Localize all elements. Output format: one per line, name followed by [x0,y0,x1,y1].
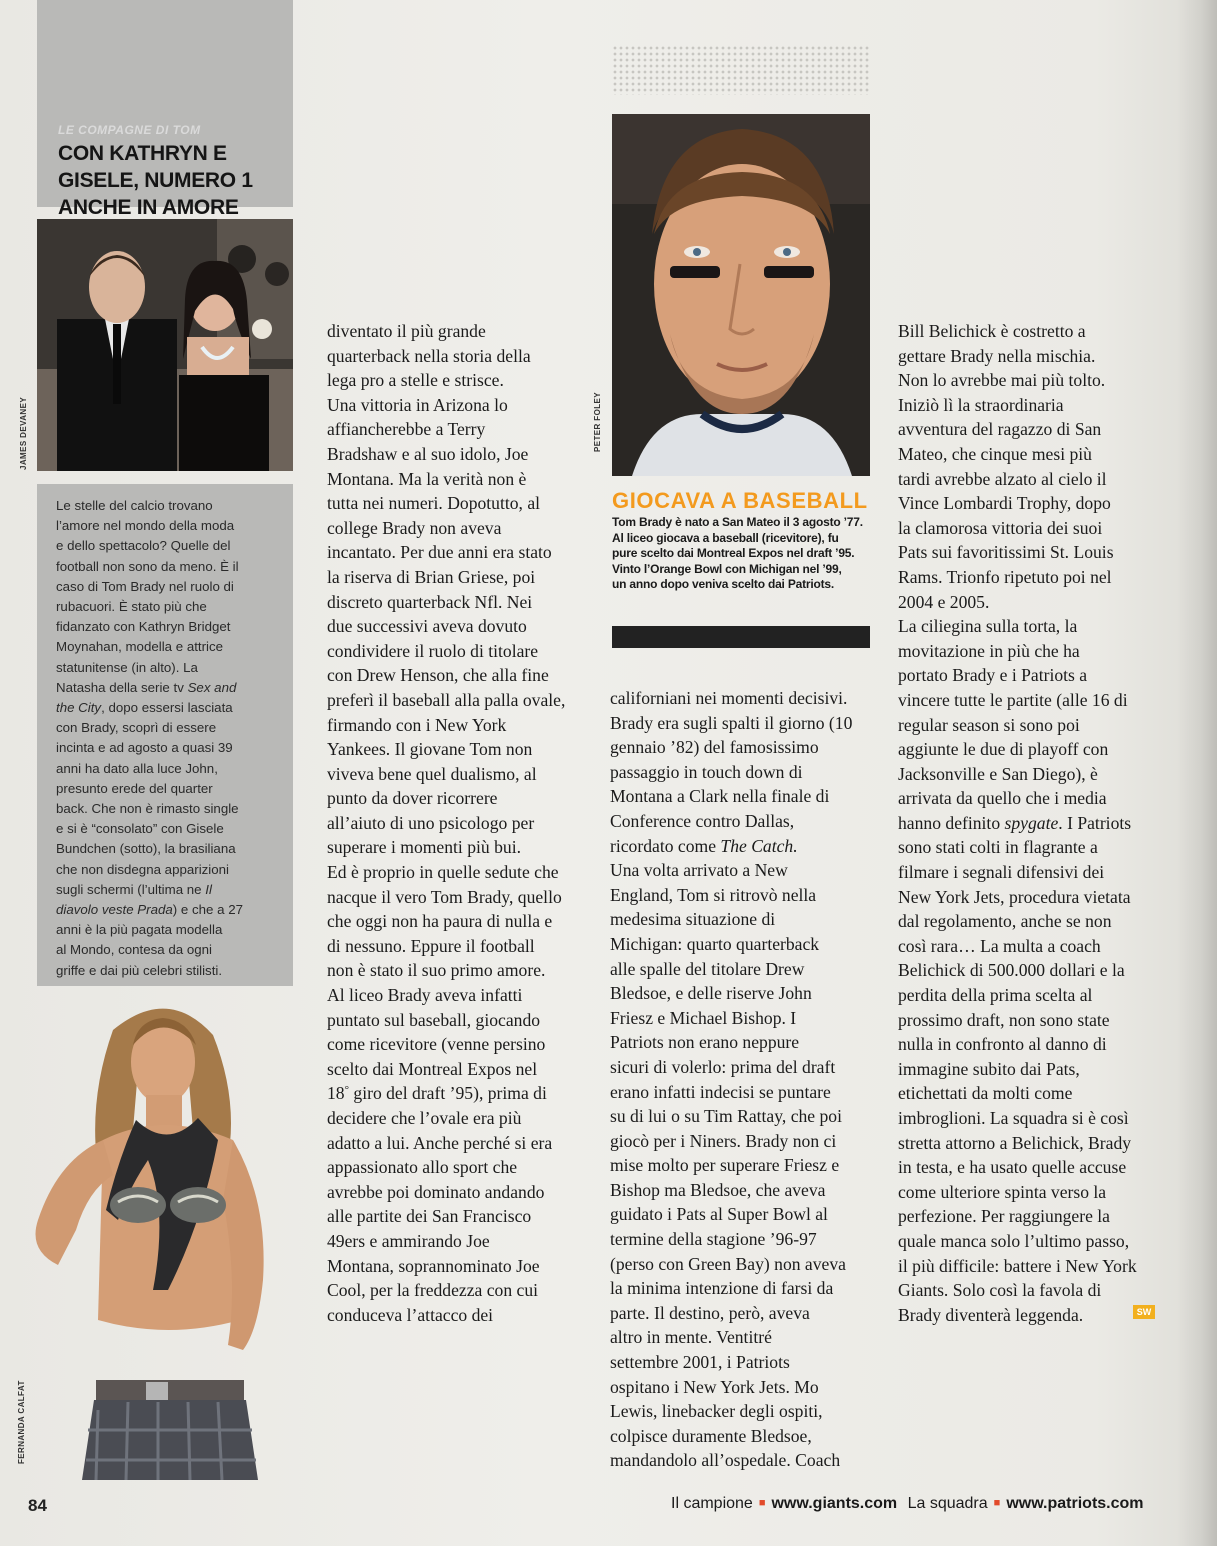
sidebar-line: caso di Tom Brady nel ruolo di [56,578,234,594]
sidebar-kicker: LE COMPAGNE DI TOM [58,123,201,137]
text-line: vincere tutte le partite (alle 16 di [898,689,1128,710]
sidebar-italic-run: diavolo veste Prada [56,902,173,918]
sidebar-text [56,496,278,981]
photo-brady-moynahan [37,219,293,471]
text-line: erano infatti indecisi se puntare [610,1081,831,1102]
text-line: 2004 e 2005. [898,591,990,612]
sidebar-line: football non sono da meno. È il [56,558,239,574]
caption-line: un anno dopo veniva scelto dai Patriots. [612,577,835,591]
text-line: filmare i segnali difensivi dei [898,862,1105,883]
sidebar-line: che non disdegna apparizioni [56,861,229,877]
text-line: termine della stagione ’96-97 [610,1229,817,1250]
text-line: discreto quarterback Nfl. Nei [327,591,533,612]
photo-tom-brady [612,114,870,476]
text-line: Pats sui favoritissimi St. Louis [898,542,1114,563]
text-line: tardi avrebbe alzato al cielo il [898,468,1107,489]
sidebar-text-run: Natasha della serie tv [56,679,188,695]
sidebar-line [56,678,278,698]
sidebar-title-line-1: CON KATHRYN E [58,142,227,165]
text-line: che oggi non ha paura di nulla e [327,911,553,932]
text-line: avrebbe poi dominato andando [327,1181,545,1202]
text-line: Rams. Trionfo ripetuto poi nel [898,566,1112,587]
text-line: Cool, per la freddezza con cui [327,1280,539,1301]
text-line: Conference contro Dallas, [610,810,795,831]
sidebar-line: Bundchen (sotto), la brasiliana [56,841,236,857]
text-line: superare i momenti più bui. [327,837,521,858]
text-line: parte. Il destino, però, aveva [610,1302,810,1323]
text-line: Giants. Solo così la favola di [898,1280,1102,1301]
article-column-2 [610,686,870,1473]
text-line: alle spalle del titolare Drew [610,958,805,979]
text-line: Montana, soprannominato Joe [327,1255,540,1276]
text-line: La ciliegina sulla torta, la [898,616,1078,637]
text-line: sicuri di volerlo: prima del draft [610,1056,836,1077]
text-line: 49ers e ammirando Joe [327,1230,490,1251]
text-line: condividere il ruolo di titolare [327,640,539,661]
text-line: su di lui o su Tim Rattay, che poi [610,1106,842,1127]
text-line: Vince Lombardi Trophy, dopo [898,493,1111,514]
degree-sign: ° [344,1084,349,1097]
text-line: con Drew Henson, che alla fine [327,665,549,686]
photo-box-caption [612,515,874,593]
text-line: England, Tom si ritrovò nella [610,884,817,905]
sidebar-text-run: sugli schermi (l’ultima ne [56,881,206,897]
italic-run: spygate [1004,812,1059,833]
text-run: giro del draft ’95), prima di [349,1083,547,1104]
text-line: quale manca solo l’ultimo passo, [898,1230,1130,1251]
text-line: immagine subito dai Pats, [898,1058,1080,1079]
sidebar-line: incinta e ad agosto a quasi 39 [56,740,233,756]
page-number: 84 [28,1496,47,1515]
caption-line: pure scelto dai Montreal Expos nel draft ’95. [612,546,855,560]
text-line: Ed è proprio in quelle sedute che [327,862,559,883]
text-line: incantato. Per due anni era stato [327,542,552,563]
text-line: colpisce duramente Bledsoe, [610,1425,812,1446]
text-line: Mateo, che cinque mesi più [898,443,1092,464]
dot-pattern-decoration [612,45,870,95]
text-line: medesima situazione di [610,909,776,930]
text-line: regular season si sono poi [898,714,1080,735]
text-line: Montana a Clark nella finale di [610,786,830,807]
text-line: nacque il vero Tom Brady, quello [327,886,562,907]
photo-credit-foley: PETER FOLEY [593,392,602,452]
photo-credit-devaney: JAMES DEVANEY [19,396,28,470]
text-line: preferì il baseball alla palla ovale, [327,689,566,710]
text-line: la clamorosa vittoria dei suoi [898,517,1103,538]
text-line: ospitano i New York Jets. Mo [610,1376,819,1397]
text-run: hanno definito [898,812,1005,833]
text-line: appassionato allo sport che [327,1157,518,1178]
text-line: Jacksonville e San Diego), è [898,763,1098,784]
text-line: quarterback nella storia della [327,345,531,366]
page-fold-shadow [1177,0,1217,1546]
text-line: imbroglioni. La squadra si è così [898,1108,1129,1128]
text-line: diventato il più grande [327,321,486,341]
sidebar-title-line-3: ANCHE IN AMORE [58,196,239,219]
sidebar-line: rubacuori. È stato più che [56,599,207,615]
text-line: sono stati colti in flagrante a [898,837,1098,858]
text-line: Bradshaw e al suo idolo, Joe [327,443,529,464]
text-line: decidere che l’ovale era più [327,1108,522,1128]
text-run: ricordato come [610,835,721,856]
text-line: giocò per i Niners. Brady non ci [610,1130,837,1151]
text-line: affiancherebbe a Terry [327,419,486,440]
page-footer [671,1495,1144,1513]
text-line: Brady era sugli spalti il giorno (10 [610,712,853,733]
text-line: Una volta arrivato a New [610,860,788,881]
photo-box-bar [612,626,870,648]
text-line: firmando con i New York [327,714,507,735]
text-line: scelto dai Montreal Expos nel [327,1058,538,1079]
text-line: gettare Brady nella mischia. [898,345,1096,366]
text-line: di nessuno. Eppure il football [327,935,535,956]
sidebar-line: Le stelle del calcio trovano [56,498,213,513]
text-line: Non lo avrebbe mai più tolto. [898,370,1106,391]
text-line: Belichick di 500.000 dollari e la [898,960,1125,981]
sidebar-line: anni è la più pagata modella [56,922,223,938]
text-line: Iniziò lì la straordinaria [898,394,1064,415]
text-line: dal regolamento, anche se non [898,911,1112,932]
text-line: college Brady non aveva [327,517,502,538]
text-line: guidato i Pats al Super Bowl al [610,1204,828,1225]
footer-label-squadra: La squadra [907,1495,988,1512]
text-line: punto da dover ricorrere [327,788,498,809]
text-line: non è stato il suo primo amore. [327,960,546,981]
text-line: puntato sul baseball, giocando [327,1009,541,1030]
text-line: Una vittoria in Arizona lo [327,394,508,415]
sidebar-line: presunto erede del quarter [56,780,213,796]
text-line: altro in mente. Ventitré [610,1327,772,1348]
sidebar-line: e dello spettacolo? Quelle del [56,538,231,554]
text-line: mise molto per superare Friesz e [610,1155,840,1176]
sidebar-text-run: ) e che a 27 [172,902,244,918]
sidebar-italic-run: Sex and [187,679,237,695]
sidebar-text-run: , dopo essersi lasciata [101,700,233,716]
text-line: (perso con Green Bay) non aveva [610,1253,846,1274]
sidebar-line: l’amore nel mondo della moda [56,518,235,534]
end-of-article-logo: SW [1133,1305,1155,1319]
text-line [610,834,870,859]
text-line: portato Brady e i Patriots a [898,665,1088,686]
text-line: Montana. Ma la verità non è [327,468,527,489]
sidebar-line [56,880,278,900]
text-line: Bishop ma Bledsoe, che aveva [610,1179,826,1200]
text-line: alle partite dei San Francisco [327,1206,532,1227]
text-line: viveva bene quel dualismo, al [327,763,537,784]
caption-line: Tom Brady è nato a San Mateo il 3 agosto ’77. [612,515,863,529]
text-line [898,811,1163,836]
text-line: New York Jets, procedura vietata [898,886,1131,907]
footer-link-giants[interactable]: www.giants.com [771,1495,898,1512]
text-line: conduceva l’attacco dei [327,1304,494,1325]
text-line: la minima intenzione di farsi da [610,1278,834,1299]
text-line: aggiunte le due di playoff con [898,739,1109,760]
sidebar-line [56,698,278,718]
text-line: lega pro a stelle e strisce. [327,370,504,391]
text-line: movitazione in più che ha [898,640,1080,661]
text-line: Al liceo Brady aveva infatti [327,985,523,1006]
text-line: Bill Belichick è costretto a [898,321,1086,341]
caption-line: Al liceo giocava a baseball (ricevitore), fu [612,530,839,545]
italic-run: The Catch. [720,835,798,856]
text-line: Bledsoe, e delle riserve John [610,983,812,1004]
sidebar-line: al Mondo, contesa da ogni [56,942,212,958]
text-line: così rara… La multa a coach [898,935,1101,956]
photo-credit-calfat: FERNANDA CALFAT [17,1380,26,1464]
text-line: la riserva di Brian Griese, poi [327,566,536,587]
text-line: mandandolo all’ospedale. Coach [610,1450,841,1471]
sidebar-title-line-2: GISELE, NUMERO 1 [58,169,253,192]
text-line: etichettati da molti come [898,1083,1073,1104]
text-line: Yankees. Il giovane Tom non [327,739,533,760]
text-line [327,1081,577,1106]
text-run: 18 [327,1083,345,1104]
text-line: all’aiuto di uno psicologo per [327,812,535,833]
sidebar-line: anni ha dato alla luce John, [56,760,218,776]
text-line: passaggio in touch down di [610,761,803,782]
footer-label-campione: Il campione [671,1495,753,1512]
text-line: Michigan: quarto quarterback [610,933,820,954]
text-line: Friesz e Michael Bishop. I [610,1007,797,1028]
sidebar-line: fidanzato con Kathryn Bridget [56,619,231,635]
sidebar-line: statunitense (in alto). La [56,659,198,675]
text-line: Brady diventerà leggenda. [898,1304,1084,1325]
text-line: il più difficile: battere i New York [898,1255,1137,1276]
text-line: in testa, e ha usato quelle accuse [898,1157,1127,1178]
text-line: tutta nei numeri. Dopotutto, al [327,493,541,514]
text-line: Lewis, linebacker degli ospiti, [610,1401,823,1422]
article-column-1 [327,319,577,1327]
article-column-3 [898,319,1163,1327]
text-line: avventura del ragazzo di San [898,419,1102,440]
photo-box-title: GIOCAVA A BASEBALL [612,488,868,513]
text-line: perdita della prima scelta al [898,985,1093,1006]
footer-link-patriots[interactable]: www.patriots.com [1006,1495,1144,1512]
text-line: prossimo draft, non sono state [898,1009,1110,1030]
text-line: adatto a lui. Anche perché si era [327,1132,553,1153]
text-line: Patriots non erano neppure [610,1032,800,1053]
text-run: . I Patriots [1058,812,1132,833]
sidebar-line: Moynahan, modella e attrice [56,639,224,655]
text-line: stretta attorno a Belichick, Brady [898,1132,1132,1153]
text-line: californiani nei momenti decisivi. [610,688,848,708]
text-line: perfezione. Per raggiungere la [898,1206,1110,1227]
text-line: due successivi aveva dovuto [327,616,527,637]
text-line: come ulteriore spinta verso la [898,1181,1107,1202]
photo-gisele-bundchen [18,990,318,1480]
text-line: settembre 2001, i Patriots [610,1352,790,1373]
sidebar-line: e si è “consolato” con Gisele [56,821,224,837]
sidebar-italic-run: Il [205,881,212,897]
sidebar-line: griffe e dai più celebri stilisti. [56,962,223,978]
sidebar-title [58,123,288,221]
caption-line: Vinto l’Orange Bowl con Michigan nel ’99, [612,561,842,576]
text-line: come ricevitore (venne persino [327,1034,546,1055]
sidebar-line: con Brady, scoprì di essere [56,720,217,736]
sidebar-line [56,900,278,920]
footer-separator-square-icon: ■ [993,1497,1001,1509]
sidebar-italic-run: the City [56,700,102,716]
text-line: gennaio ’82) del famosissimo [610,737,819,758]
text-line: arrivata da quello che i media [898,788,1107,809]
text-line: nulla in confronto al danno di [898,1034,1107,1055]
footer-separator-square-icon: ■ [758,1497,766,1509]
sidebar-line: back. Che non è rimasto single [56,801,239,817]
